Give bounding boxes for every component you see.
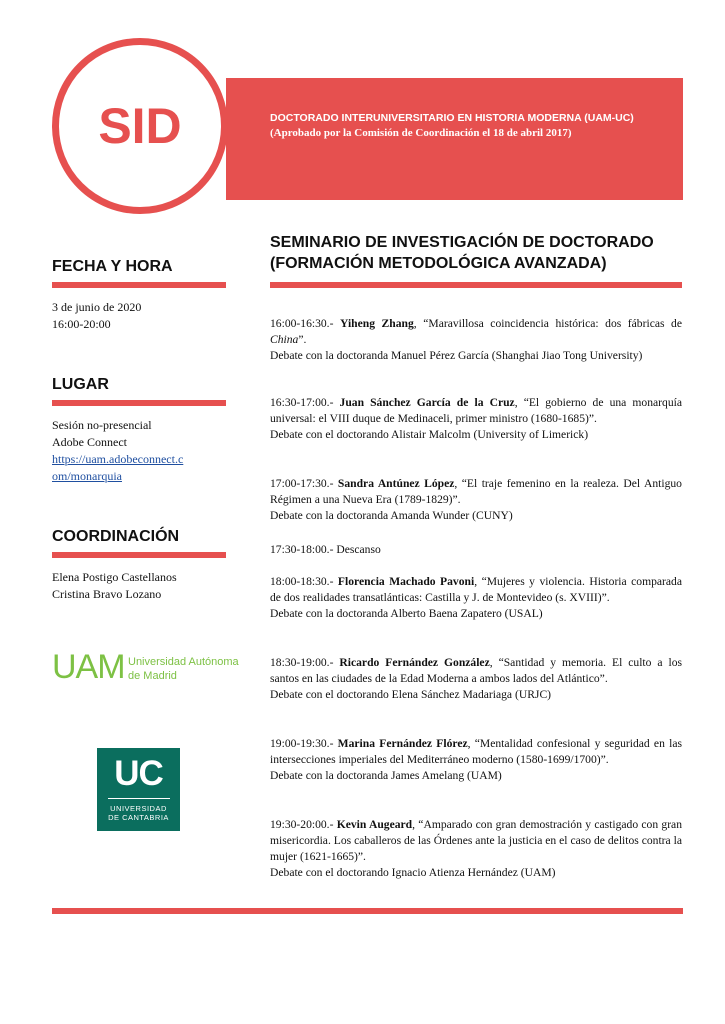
- session-break: [270, 542, 682, 558]
- session-debate: Debate con la doctoranda Alberto Baena Zapatero (USAL): [270, 607, 543, 620]
- session-speaker: Kevin Augeard: [336, 818, 413, 831]
- session-title: , “Mujeres y violencia. Historia comparada de dos realidades transatlánticas: Castilla y J. de Montevideo (s. XVIII)”.: [270, 575, 682, 604]
- session-time: 19:00-19:30.-: [270, 737, 334, 750]
- break-text: 17:30-18:00.- Descanso: [270, 543, 381, 556]
- coordinator-2: Cristina Bravo Lozano: [52, 587, 162, 601]
- session-title: , “Santidad y memoria. El culto a los santos en las ciudades de la Edad Moderna a ambos lados del Atlántico”.: [270, 656, 683, 685]
- session-title: , “El gobierno de una monarquía universal: el VIII duque de Medinaceli, primer ministro (1680-1685)”.: [270, 396, 682, 425]
- lugar-heading: LUGAR: [52, 376, 109, 393]
- session-1: [270, 316, 682, 364]
- session-time: 16:30-17:00.-: [270, 396, 334, 409]
- session-time: 18:00-18:30.-: [270, 575, 334, 588]
- session-title: , “Maravillosa coincidencia histórica: dos fábricas de: [413, 317, 682, 330]
- session-2: [270, 395, 682, 443]
- session-time: 17:00-17:30.-: [270, 477, 334, 490]
- session-debate: Debate con la doctoranda Amanda Wunder (CUNY): [270, 509, 513, 522]
- adobe-connect-link[interactable]: [52, 452, 183, 483]
- session-time: 18:30-19:00.-: [270, 656, 334, 669]
- session-4: [270, 574, 682, 622]
- session-5: [270, 655, 682, 703]
- seminar-title-line2: (FORMACIÓN METODOLÓGICA AVANZADA): [270, 255, 607, 272]
- footer-divider: [52, 908, 683, 914]
- session-speaker: Florencia Machado Pavoni: [337, 575, 475, 588]
- session-title: , “El traje femenino en la realeza. Del Antiguo Régimen a una Nueva Era (1789-1829)”.: [270, 477, 682, 506]
- seminar-title-line1: SEMINARIO DE INVESTIGACIÓN DE DOCTORADO: [270, 234, 654, 251]
- uc-logo: [97, 748, 180, 831]
- uam-name-line1: Universidad Autónoma: [128, 656, 239, 668]
- uc-name-line2: DE CANTABRIA: [108, 813, 169, 822]
- link-line1: https://uam.adobeconnect.c: [52, 452, 184, 466]
- session-speaker: Ricardo Fernández González: [339, 656, 490, 669]
- coordinacion-block: [52, 569, 177, 603]
- header-approval-note: (Aprobado por la Comisión de Coordinación el 18 de abril 2017): [270, 127, 572, 139]
- uam-name-line2: de Madrid: [128, 670, 177, 682]
- event-date: 3 de junio de 2020: [52, 300, 142, 314]
- session-7: [270, 817, 682, 881]
- link-line2: om/monarquia: [52, 469, 122, 483]
- header-program-title: DOCTORADO INTERUNIVERSITARIO EN HISTORIA MODERNA (UAM-UC): [270, 112, 634, 124]
- uc-logo-rule: [108, 798, 170, 799]
- coordinacion-divider: [52, 552, 226, 558]
- lugar-block: [52, 417, 227, 485]
- session-6: [270, 736, 682, 784]
- session-time: 19:30-20:00.-: [270, 818, 334, 831]
- session-debate: Debate con la doctoranda Manuel Pérez García (Shanghai Jiao Tong University): [270, 349, 643, 362]
- lugar-divider: [52, 400, 226, 406]
- session-title-italic: China: [270, 333, 299, 346]
- lugar-platform: Adobe Connect: [52, 435, 127, 449]
- session-speaker: Sandra Antúnez López: [337, 477, 455, 490]
- uam-logo-text: [128, 655, 239, 683]
- coordinator-1: Elena Postigo Castellanos: [52, 570, 177, 584]
- fecha-divider: [52, 282, 226, 288]
- session-title-end: ”.: [298, 333, 307, 346]
- session-debate: Debate con el doctorando Ignacio Atienza Hernández (UAM): [270, 866, 556, 879]
- session-debate: Debate con la doctoranda James Amelang (UAM): [270, 769, 502, 782]
- session-title: , “Amparado con gran demostración y castigado con gran misericordia. Los caballeros de las Órdenes ante la justicia en el caso de delitos contra la mujer (1621-1665)”.: [270, 818, 682, 863]
- lugar-mode: Sesión no-presencial: [52, 418, 152, 432]
- uc-logo-letters: UC: [114, 754, 163, 793]
- fecha-heading: FECHA Y HORA: [52, 258, 173, 275]
- title-divider: [270, 282, 682, 288]
- session-speaker: Yiheng Zhang: [340, 317, 414, 330]
- event-time: 16:00-20:00: [52, 317, 111, 331]
- uc-name-line1: UNIVERSIDAD: [110, 804, 167, 813]
- session-speaker: Juan Sánchez García de la Cruz: [339, 396, 515, 409]
- session-speaker: Marina Fernández Flórez: [337, 737, 468, 750]
- uam-logo-letters: UAM: [52, 648, 125, 686]
- sid-logo: SID: [98, 98, 182, 154]
- session-3: [270, 476, 682, 524]
- session-debate: Debate con el doctorando Alistair Malcolm (University of Limerick): [270, 428, 589, 441]
- fecha-block: [52, 299, 141, 333]
- session-debate: Debate con el doctorando Elena Sánchez Madariaga (URJC): [270, 688, 552, 701]
- seminar-title: [270, 232, 685, 274]
- coordinacion-heading: COORDINACIÓN: [52, 528, 180, 545]
- session-title: , “Mentalidad confesional y seguridad en las intersecciones imperiales del Mediterráneo moderno (1580-1699/1700)”.: [270, 737, 682, 766]
- session-time: 16:00-16:30.-: [270, 317, 334, 330]
